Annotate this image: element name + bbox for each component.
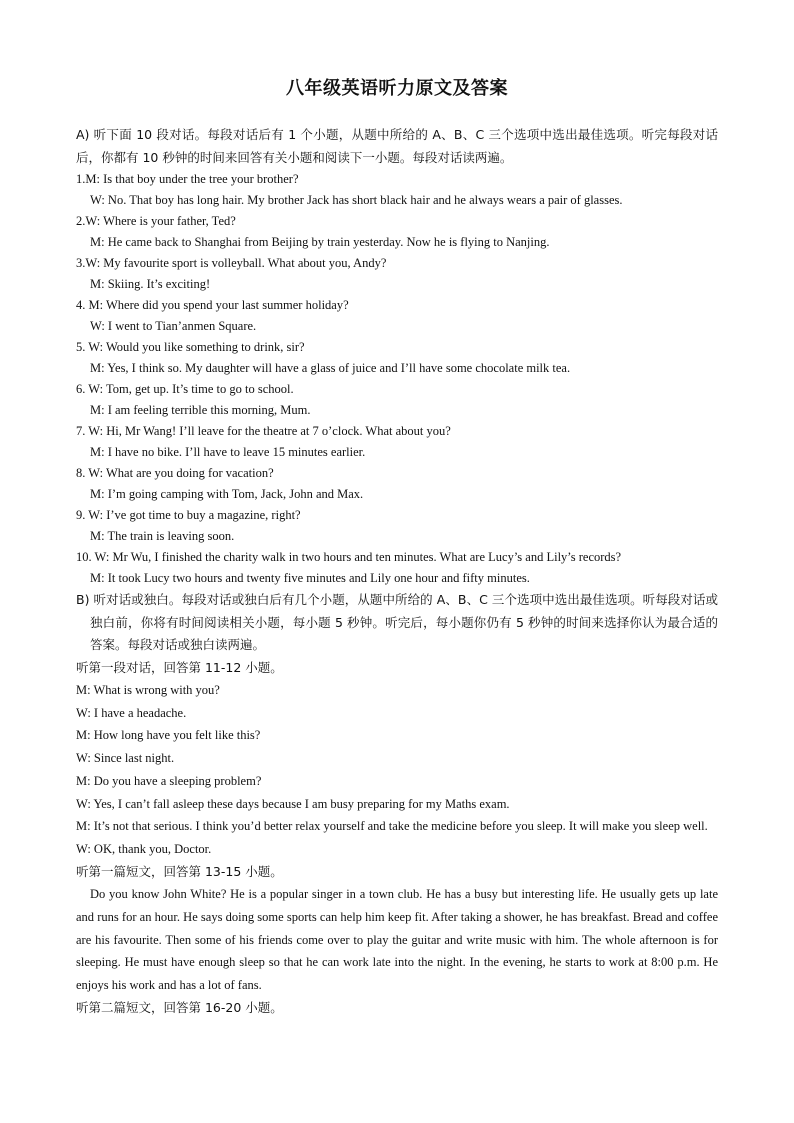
- answer-line: M: The train is leaving soon.: [90, 529, 235, 543]
- answer-line: M: I am feeling terrible this morning, Mum.: [90, 403, 311, 417]
- page-title: 八年级英语听力原文及答案: [286, 78, 508, 99]
- dialogue-line: M: How long have you felt like this?: [76, 728, 261, 743]
- passage-2-heading: 听第二篇短文，回答第 16-20 小题。: [76, 999, 283, 1015]
- dialogue-line: W: Since last night.: [76, 751, 175, 766]
- question-line: 4. M: Where did you spend your last summer holiday?: [76, 298, 349, 312]
- question-line: 1.M: Is that boy under the tree your brother?: [76, 172, 299, 186]
- dialogue-line: M: It’s not that serious. I think you’d better relax yourself and take the medicine before you sleep. It will make you sleep well.: [76, 819, 708, 834]
- answer-line: M: Yes, I think so. My daughter will have a glass of juice and I’ll have some chocolate milk tea.: [90, 361, 571, 375]
- section-a-instructions: A) 听下面 10 段对话。每段对话后有 1 个小题，从题中所给的 A、B、C 三个选项中选出最佳选项。听完每段对话后，你都有 10 秒钟的时间来回答有关小题和阅读下一小题。每段对话读两遍。: [76, 127, 718, 165]
- dialogue-line: M: What is wrong with you?: [76, 683, 220, 697]
- question-line: 8. W: What are you doing for vacation?: [76, 466, 274, 480]
- answer-line: M: Skiing. It’s exciting!: [90, 277, 211, 291]
- dialogue-1-heading: 听第一段对话，回答第 11-12 小题。: [76, 659, 283, 675]
- question-line: 3.W: My favourite sport is volleyball. What about you, Andy?: [76, 256, 387, 270]
- question-line: 6. W: Tom, get up. It’s time to go to school.: [76, 382, 294, 396]
- dialogue-line: W: OK, thank you, Doctor.: [76, 841, 212, 856]
- question-line: 7. W: Hi, Mr Wang! I’ll leave for the theatre at 7 o’clock. What about you?: [76, 424, 451, 438]
- answer-line: W: No. That boy has long hair. My brother Jack has short black hair and he always wears a pair of glasses.: [90, 193, 623, 207]
- question-line: 10. W: Mr Wu, I finished the charity walk in two hours and ten minutes. What are Lucy’s and Lily’s records?: [76, 550, 622, 564]
- answer-line: M: I’m going camping with Tom, Jack, John and Max.: [90, 487, 364, 501]
- answer-line: M: I have no bike. I’ll have to leave 15 minutes earlier.: [90, 445, 366, 459]
- answer-line: W: I went to Tian’anmen Square.: [90, 319, 257, 333]
- section-a-dialogues: [76, 169, 718, 589]
- dialogue-line: W: I have a headache.: [76, 705, 187, 720]
- section-b-instructions: B) 听对话或独白。每段对话或独白后有几个小题，从题中所给的 A、B、C 三个选项中选出最佳选项。听每段对话或独白前，你将有时间阅读相关小题，每小题 5 秒钟。听完后，每小题你仍有 5 秒钟的时间来选择你认为最合适的答案。每段对话或独白读两遍。: [76, 592, 718, 652]
- dialogue-line: M: Do you have a sleeping problem?: [76, 773, 262, 788]
- dialogue-1: [76, 679, 718, 861]
- dialogue-line: W: Yes, I can’t fall asleep these days because I am busy preparing for my Maths exam.: [76, 796, 510, 811]
- answer-line: M: It took Lucy two hours and twenty five minutes and Lily one hour and fifty minutes.: [90, 571, 530, 585]
- answer-line: M: He came back to Shanghai from Beijing by train yesterday. Now he is flying to Nanjing.: [90, 235, 550, 249]
- question-line: 5. W: Would you like something to drink, sir?: [76, 340, 305, 354]
- question-line: 9. W: I’ve got time to buy a magazine, right?: [76, 508, 301, 522]
- passage-1-heading: 听第一篇短文，回答第 13-15 小题。: [76, 863, 283, 879]
- question-line: 2.W: Where is your father, Ted?: [76, 214, 236, 228]
- passage-1-text: Do you know John White? He is a popular singer in a town club. He has a busy but interesting life. He usually gets up late and runs for an hour. He says doing some sports can help him keep fit. After taking a shower, he has breakfast. Bread and coffee are his favourite. Then some of his friends come over to play the guitar and write music with him. The whole afternoon is for sleeping. He must have enough sleep so that he can work late into the night. In the evening, he starts to work at 8:00 p.m. He enjoys his work and has a lot of fans.: [76, 887, 718, 992]
